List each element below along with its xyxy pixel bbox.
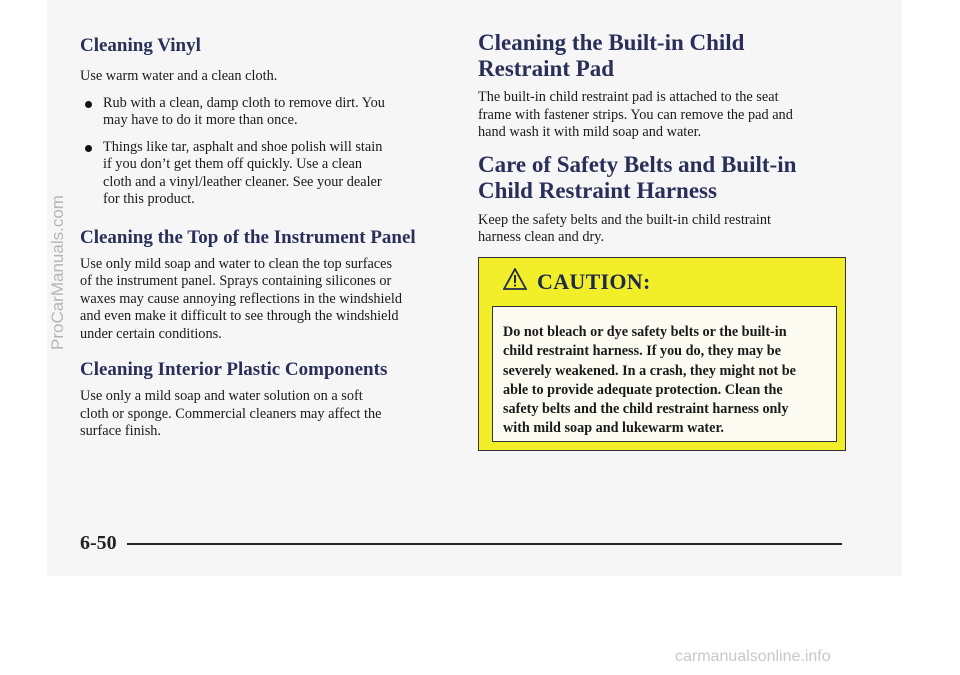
text-line: Do not bleach or dye safety belts or the built-in bbox=[503, 324, 787, 340]
text-line: and even make it difficult to see through the windshield bbox=[80, 308, 399, 324]
text-line: harness clean and dry. bbox=[478, 229, 605, 245]
warning-triangle-icon bbox=[503, 268, 527, 295]
caution-text bbox=[503, 323, 824, 439]
bullet-line: Rub with a clean, damp cloth to remove dirt. You bbox=[103, 94, 385, 111]
child-restraint-pad-heading bbox=[478, 30, 853, 82]
safety-belts-text bbox=[478, 212, 853, 247]
bullet-line: for this product. bbox=[103, 191, 195, 207]
bullet-icon bbox=[85, 101, 92, 108]
bullet-line: if you don’t get them off quickly. Use a clean bbox=[103, 156, 362, 172]
text-line: surface finish. bbox=[80, 423, 161, 439]
side-watermark bbox=[48, 330, 68, 350]
footer-rule bbox=[127, 543, 842, 545]
bullet-icon bbox=[85, 145, 92, 152]
cleaning-vinyl-heading: Cleaning Vinyl bbox=[80, 35, 201, 56]
child-restraint-pad-text bbox=[478, 89, 853, 142]
instrument-panel-heading: Cleaning the Top of the Instrument Panel bbox=[80, 226, 416, 248]
page-number: 6-50 bbox=[80, 532, 117, 554]
plastic-components-heading: Cleaning Interior Plastic Components bbox=[80, 359, 388, 380]
heading-line: Cleaning the Built-in Child bbox=[478, 30, 745, 55]
heading-line: Child Restraint Harness bbox=[478, 177, 717, 203]
text-line: The built-in child restraint pad is attached to the seat bbox=[478, 89, 779, 105]
heading-line: Care of Safety Belts and Built-in bbox=[478, 151, 797, 177]
text-line: Use only mild soap and water to clean the top surfaces bbox=[80, 255, 393, 272]
text-line: child restraint harness. If you do, they may be bbox=[503, 343, 781, 360]
instrument-panel-text bbox=[80, 256, 450, 344]
safety-belts-heading bbox=[478, 152, 853, 204]
text-line: with mild soap and lukewarm water. bbox=[503, 420, 724, 437]
text-line: Keep the safety belts and the built-in child restraint bbox=[478, 211, 771, 228]
right-column bbox=[478, 30, 853, 247]
heading-line: Restraint Pad bbox=[478, 56, 615, 81]
vinyl-bullet-list bbox=[80, 95, 450, 209]
text-line: Use only a mild soap and water solution on a soft bbox=[80, 388, 363, 404]
caution-title: CAUTION: bbox=[537, 268, 651, 294]
caution-header bbox=[503, 268, 651, 295]
text-line: frame with fastener strips. You can remove the pad and bbox=[478, 106, 793, 123]
text-line: cloth or sponge. Commercial cleaners may affect the bbox=[80, 405, 382, 422]
text-line: of the instrument panel. Sprays containing silicones or bbox=[80, 273, 392, 289]
text-line: waxes may cause annoying reflections in the windshield bbox=[80, 290, 402, 307]
left-column bbox=[80, 28, 450, 441]
cleaning-vinyl-intro: Use warm water and a clean cloth. bbox=[80, 68, 278, 84]
plastic-components-text bbox=[80, 388, 450, 441]
bottom-watermark: carmanualsonline.info bbox=[675, 648, 831, 665]
vinyl-bullet-2 bbox=[80, 139, 450, 209]
bullet-line: cloth and a vinyl/leather cleaner. See your dealer bbox=[103, 173, 382, 190]
text-line: severely weakened. In a crash, they might not be bbox=[503, 362, 796, 379]
text-line: able to provide adequate protection. Clean the bbox=[503, 381, 783, 398]
caution-body bbox=[492, 306, 837, 442]
caution-box bbox=[478, 257, 846, 451]
bullet-line: Things like tar, asphalt and shoe polish will stain bbox=[103, 138, 383, 155]
text-line: under certain conditions. bbox=[80, 325, 222, 342]
bullet-line: may have to do it more than once. bbox=[103, 112, 298, 128]
vinyl-bullet-1 bbox=[80, 95, 450, 130]
text-line: safety belts and the child restraint harness only bbox=[503, 401, 789, 418]
text-line: hand wash it with mild soap and water. bbox=[478, 124, 702, 140]
